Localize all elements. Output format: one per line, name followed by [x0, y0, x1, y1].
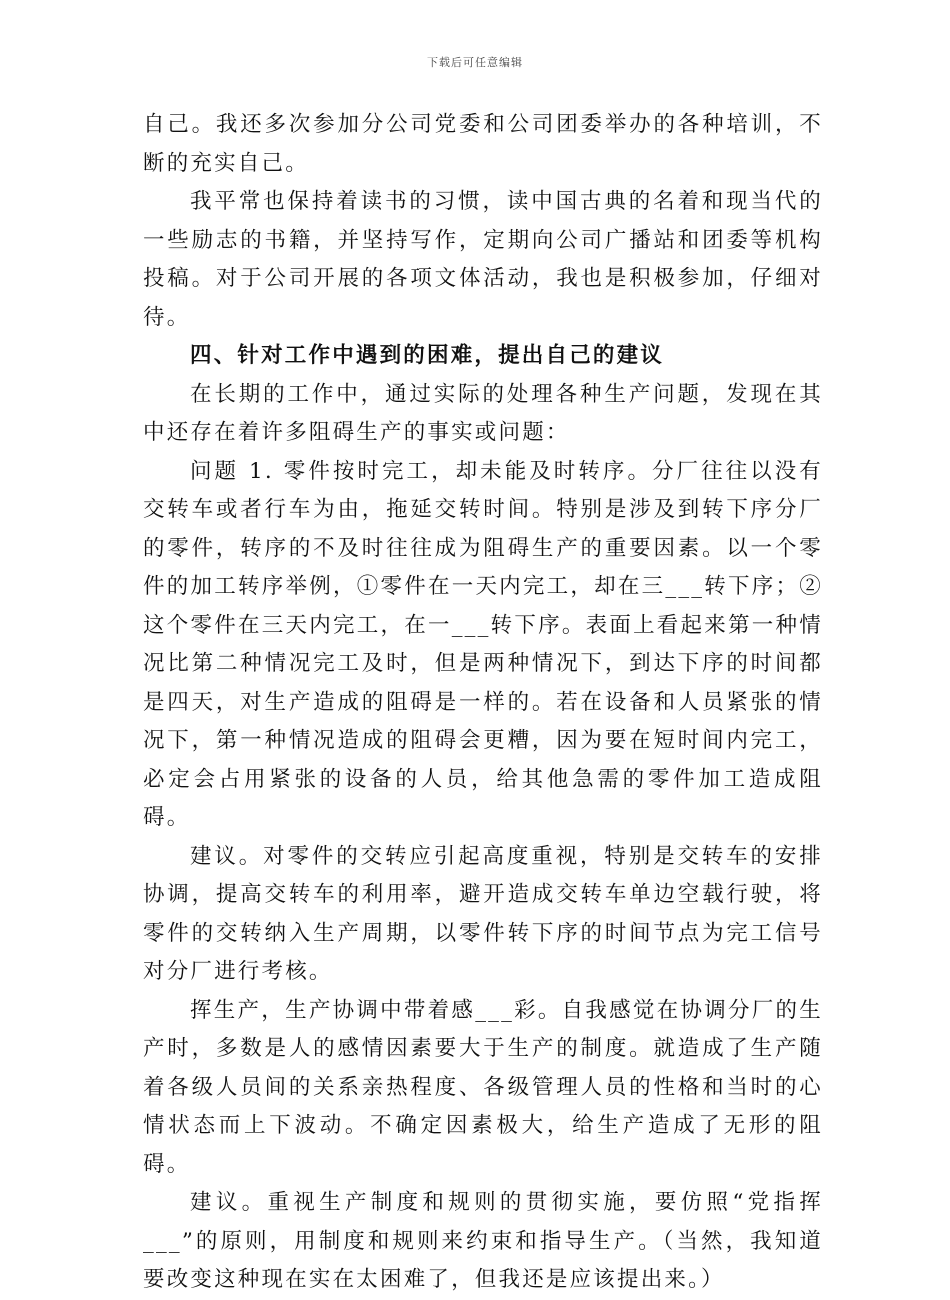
page-header-note: 下载后可任意编辑 — [427, 56, 523, 69]
paragraph-suggestion-2: 建议。重视生产制度和规则的贯彻实施，要仿照“党指挥___”的原则，用制度和规则来约束和指导生产。（当然，我知道要改变这种现在实在太困难了，但我还是应该提出来。） — [143, 1190, 823, 1292]
paragraph-problem-2: 挥生产，生产协调中带着感___彩。自我感觉在协调分厂的生产时，多数是人的感情因素要大于生产的制度。就造成了生产随着各级人员间的关系亲热程度、各级管理人员的性格和当时的心情状态而上下波动。不确定因素极大，给生产造成了无形的阻碍。 — [143, 997, 823, 1177]
paragraph-suggestion-1: 建议。对零件的交转应引起高度重视，特别是交转车的安排协调，提高交转车的利用率，避开造成交转车单边空载行驶，将零件的交转纳入生产周期，以零件转下序的时间节点为完工信号对分厂进行考核。 — [143, 843, 823, 984]
section-heading-suggestions: 四、针对工作中遇到的困难，提出自己的建议 — [190, 343, 665, 368]
document-body — [143, 106, 823, 1300]
paragraph-reading-habits: 我平常也保持着读书的习惯，读中国古典的名着和现当代的一些励志的书籍，并坚持写作，定期向公司广播站和团委等机构投稿。对于公司开展的各项文体活动，我也是积极参加，仔细对待。 — [143, 189, 823, 330]
paragraph-continuation: 自己。我还多次参加分公司党委和公司团委举办的各种培训，不断的充实自己。 — [143, 112, 823, 176]
paragraph-intro-problems: 在长期的工作中，通过实际的处理各种生产问题，发现在其中还存在着许多阻碍生产的事实或问题： — [143, 381, 823, 445]
paragraph-problem-1: 问题 1. 零件按时完工，却未能及时转序。分厂往往以没有交转车或者行车为由，拖延交转时间。特别是涉及到转下序分厂的零件，转序的不及时往往成为阻碍生产的重要因素。以一个零件的加工转序举例，①零件在一天内完工，却在三___转下序；②这个零件在三天内完工，在一___转下序。表面上看起来第一种情况比第二种情况完工及时，但是两种情况下，到达下序的时间都是四天，对生产造成的阻碍是一样的。若在设备和人员紧张的情况下，第一种情况造成的阻碍会更糟，因为要在短时间内完工，必定会占用紧张的设备的人员，给其他急需的零件加工造成阻碍。 — [143, 458, 823, 830]
